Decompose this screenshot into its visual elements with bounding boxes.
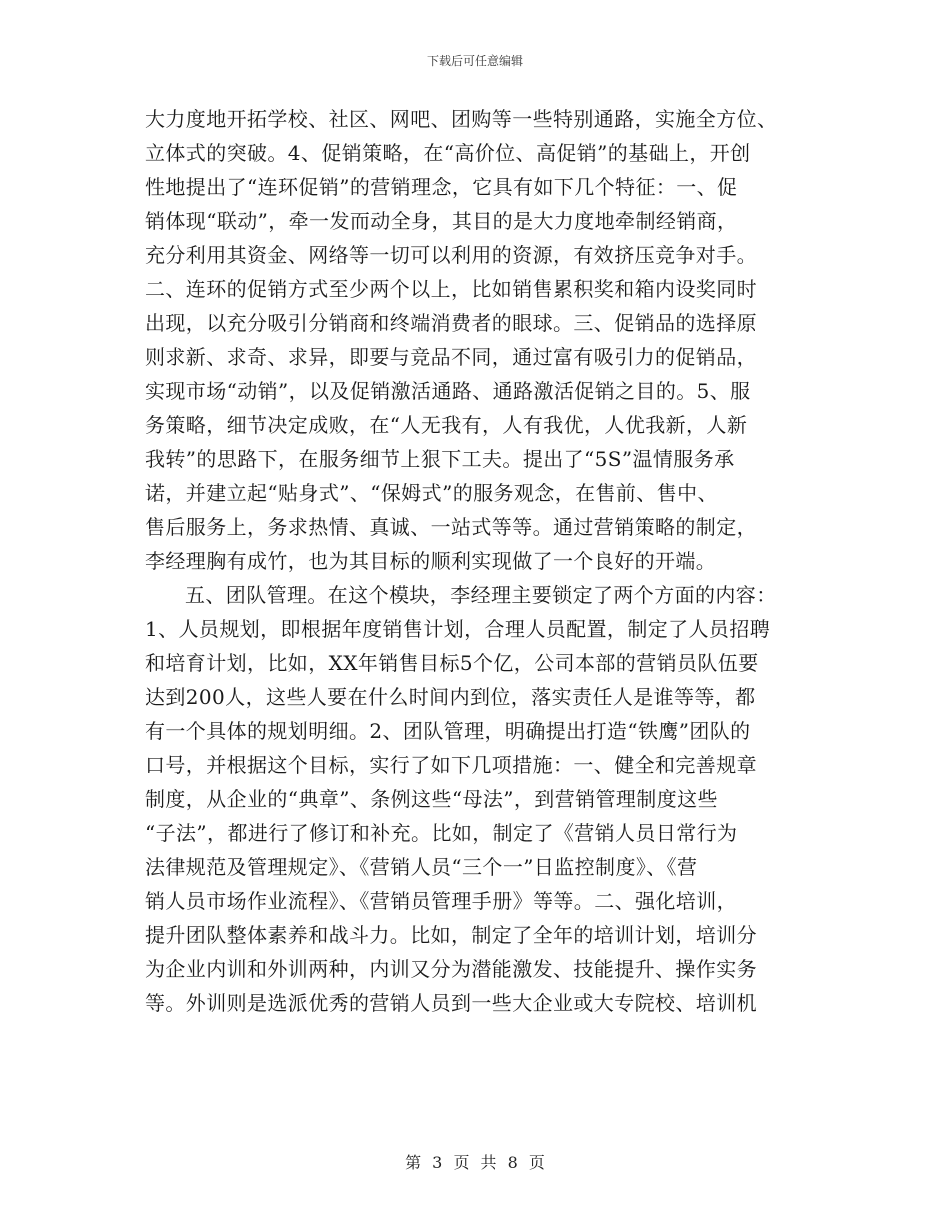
body-line: 为企业内训和外训两种，内训又分为潜能激发、技能提升、操作实务 — [145, 957, 757, 981]
page-number-footer: 第 3 页 共 8 页 — [405, 1153, 545, 1172]
body-line: 口号，并根据这个目标，实行了如下几项措施：一、健全和完善规章 — [145, 753, 757, 777]
body-line: 实现市场“动销”，以及促销激活通路、通路激活促销之目的。5、服 — [145, 379, 751, 403]
body-line: 达到200人，这些人要在什么时间内到位，落实责任人是谁等等，都 — [145, 685, 756, 709]
body-line: 充分利用其资金、网络等一切可以利用的资源，有效挤压竞争对手。 — [145, 243, 757, 267]
body-line: 务策略，细节决定成败，在“人无我有，人有我优，人优我新，人新 — [145, 413, 748, 437]
body-line: 销人员市场作业流程》、《营销员管理手册》等等。二、强化培训， — [145, 889, 737, 913]
body-line: 立体式的突破。4、促销策略，在“高价位、高促销”的基础上，开创 — [145, 141, 751, 165]
body-line: 有一个具体的规划明细。2、团队管理，明确提出打造“铁鹰”团队的 — [145, 719, 751, 743]
body-line: 法律规范及管理规定》、《营销人员“三个一”日监控制度》、《营 — [145, 855, 698, 879]
body-line: 出现，以充分吸引分销商和终端消费者的眼球。三、促销品的选择原 — [145, 311, 757, 335]
body-line: 李经理胸有成竹，也为其目标的顺利实现做了一个良好的开端。 — [145, 549, 717, 573]
body-line: 则求新、求奇、求异，即要与竞品不同，通过富有吸引力的促销品， — [145, 345, 757, 369]
body-line: 销体现“联动”，牵一发而动全身，其目的是大力度地牵制经销商， — [145, 209, 738, 233]
body-line: 性地提出了“连环促销”的营销理念，它具有如下几个特征：一、促 — [145, 175, 738, 199]
body-line: 售后服务上，务求热情、真诚、一站式等等。通过营销策略的制定， — [145, 515, 757, 539]
section-heading-line: 五、团队管理。在这个模块，李经理主要锁定了两个方面的内容： — [185, 583, 777, 607]
body-line: 我转”的思路下，在服务细节上狠下工夫。提出了“5S”温情服务承 — [145, 447, 735, 471]
document-body — [145, 102, 805, 1020]
body-line: 和培育计划，比如，XX年销售目标5个亿，公司本部的营销员队伍要 — [145, 651, 759, 675]
body-line: 1、人员规划，即根据年度销售计划，合理人员配置，制定了人员招聘 — [145, 617, 771, 641]
page-header: 下载后可任意编辑 — [426, 54, 523, 68]
body-line: 制度，从企业的“典章”、条例这些“母法”，到营销管理制度这些 — [145, 787, 718, 811]
body-line: 等。外训则是选派优秀的营销人员到一些大企业或大专院校、培训机 — [145, 991, 757, 1015]
body-line: 大力度地开拓学校、社区、网吧、团购等一些特别通路，实施全方位、 — [145, 107, 778, 131]
body-line: 诺，并建立起“贴身式”、“保姆式”的服务观念，在售前、售中、 — [145, 481, 718, 505]
body-line: 二、连环的促销方式至少两个以上，比如销售累积奖和箱内设奖同时 — [145, 277, 757, 301]
body-line: 提升团队整体素养和战斗力。比如，制定了全年的培训计划，培训分 — [145, 923, 757, 947]
body-line: “子法”，都进行了修订和补充。比如，制定了《营销人员日常行为 — [145, 821, 738, 845]
